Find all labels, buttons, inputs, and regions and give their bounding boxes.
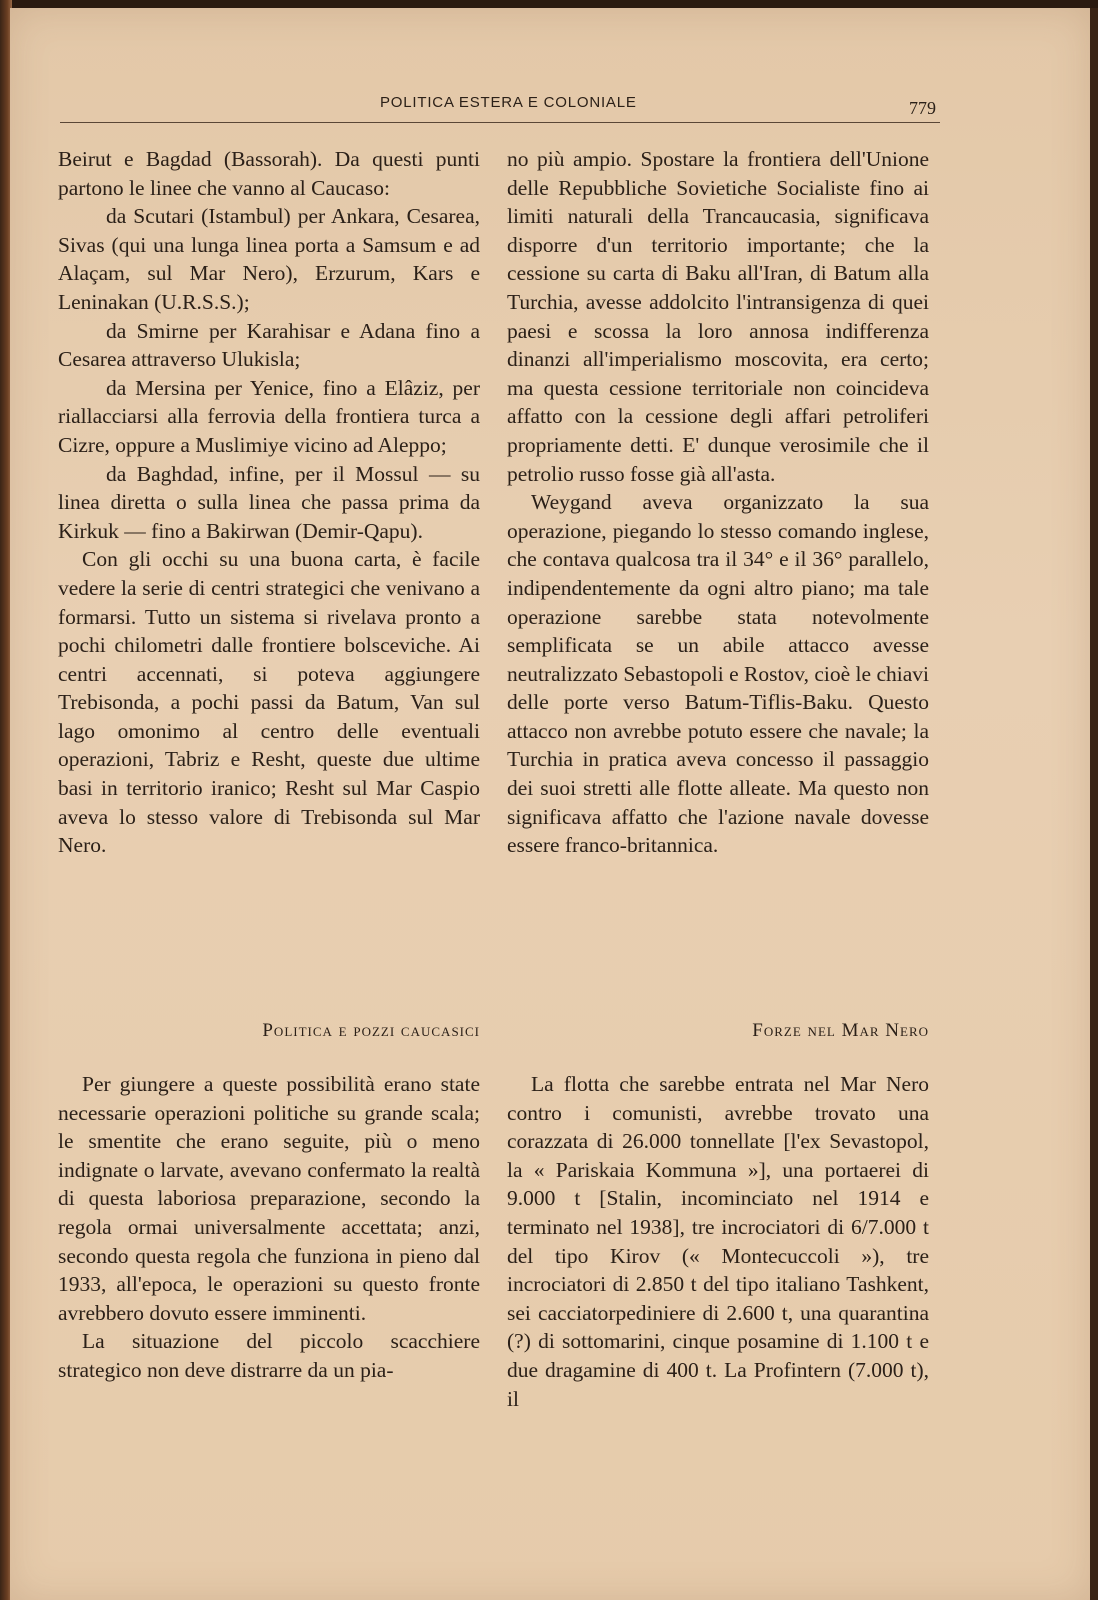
paragraph: Per giungere a queste possibilità erano state necessarie operazioni politiche su grande scala; le smentite che erano seguite, più o meno indignate o larvate, avevano confermato la realtà di questa laboriosa preparazione, secondo la regola ormai universalmente accettata; anzi, secondo questa regola che funziona in pieno dal 1933, all'epoca, le operazioni su questo fronte avrebbero dovuto essere imminenti. [58,1072,480,1325]
page-number: 779 [909,98,936,118]
paragraph: La situazione del piccolo scacchiere strategico non deve distrarre da un pia- [58,1329,480,1382]
right-column-bottom [507,1070,929,1413]
railway-line-item: da Baghdad, infine, per il Mossul — su linea diretta o sulla linea che passa prima da Kirkuk — fino a Bakirwan (Demir-Qapu). [58,461,480,543]
right-column-top [507,145,929,860]
paragraph: Con gli occhi su una buona carta, è facile vedere la serie di centri strategici che venivano a formarsi. Tutto un sistema si rivelava pronto a pochi chilometri dalle frontiere bolsceviche. Ai centri accennati, si poteva aggiungere Trebisonda, a pochi passi da Batum, Van sul lago omonimo al centro delle eventuali operazioni, Tabriz e Resht, queste due ultime basi in territorio iranico; Resht sul Mar Caspio aveva lo stesso valore di Trebisonda sul Mar Nero. [58,547,480,858]
page-header [60,92,940,123]
railway-line-item: da Scutari (Istambul) per Ankara, Cesarea, Sivas (qui una lunga linea porta a Samsum e ad Alaçam, sul Mar Nero), Erzurum, Kars e Leninakan (U.R.S.S.); [58,204,480,314]
railway-line-item: da Smirne per Karahisar e Adana fino a Cesarea attraverso Ulukisla; [58,318,480,372]
paragraph: La flotta che sarebbe entrata nel Mar Nero contro i comunisti, avrebbe trovato una corazzata di 26.000 tonnellate [l'ex Sevastopol, la « Pariskaia Kommuna »], una portaerei di 9.000 t [Stalin, incominciato nel 1914 e terminato nel 1938], tre incrociatori di 6/7.000 t del tipo Kirov (« Montecuccoli »), tre incrociatori di 2.850 t del tipo italiano Tashkent, sei cacciatorpediniere di 2.600 t, una quarantina (?) di sottomarini, cinque posamine di 1.100 t e due dragamine di 400 t. La Profintern (7.000 t), il [507,1072,929,1411]
section-title-forze: Forze nel Mar Nero [752,1020,929,1041]
paragraph: no più ampio. Spostare la frontiera dell'Unione delle Repubbliche Sovietiche Socialiste fino ai limiti naturali della Trancaucasia, significava disporre d'un territorio importante; che la cessione su carta di Baku all'Iran, di Batum alla Turchia, avesse addolcito l'intransigenza di quei paesi e scossa la loro annosa indifferenza dinanzi all'imperialismo moscovita, era certo; ma questa cessione territoriale non coincideva affatto con la cessione degli affari petroliferi propriamente detti. E' dunque verosimile che il petrolio russo fosse già all'asta. [507,147,929,486]
paragraph: Weygand aveva organizzato la sua operazione, piegando lo stesso comando inglese, che contava qualcosa tra il 34° e il 36° parallelo, indipendentemente da ogni altro piano; ma tale operazione sarebbe stata notevolmente semplificata se un abile attacco avesse neutralizzato Sebastopoli e Rostov, cioè le chiavi delle porte verso Batum-Tiflis-Baku. Questo attacco non avrebbe potuto essere che navale; la Turchia in pratica aveva concesso il passaggio dei suoi stretti alle flotte alleate. Ma questo non significava affatto che l'azione navale dovesse essere franco-britannica. [507,490,929,858]
left-column-top [58,145,480,860]
top-edge [0,0,1098,8]
left-column-bottom [58,1070,480,1385]
running-head: POLITICA ESTERA E COLONIALE [380,94,637,111]
section-title-politica: Politica e pozzi caucasici [262,1020,480,1041]
paragraph: Beirut e Bagdad (Bassorah). Da questi punti partono le linee che vanno al Caucaso: [58,147,480,200]
railway-line-item: da Mersina per Yenice, fino a Elâziz, per riallacciarsi alla ferrovia della frontiera turca a Cizre, oppure a Muslimiye vicino ad Aleppo; [58,375,480,457]
